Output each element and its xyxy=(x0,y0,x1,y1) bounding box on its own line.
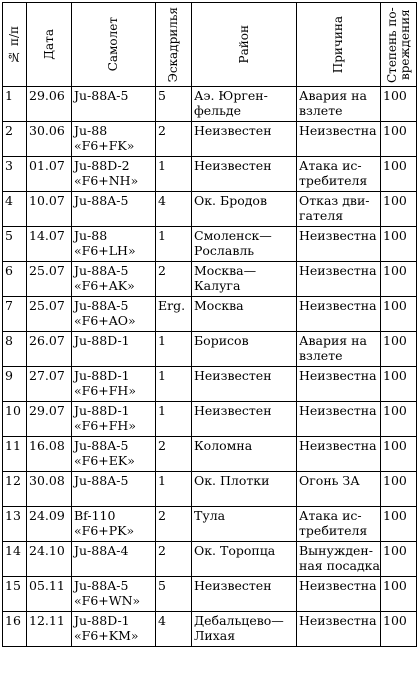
cell-damage: 100 xyxy=(381,612,417,647)
cell-area-line: Неизвестен xyxy=(194,123,272,138)
table-row xyxy=(3,332,417,367)
cell-plane xyxy=(72,507,156,542)
header-cause: Причина xyxy=(297,3,381,87)
header-row xyxy=(3,3,417,87)
cell-cause-line: Авария на xyxy=(299,88,367,103)
cell-cause-line: Неизвестна xyxy=(299,578,377,593)
cell-plane xyxy=(72,367,156,402)
cell-area xyxy=(192,122,297,157)
cell-plane-line: «F6+FH» xyxy=(74,383,136,398)
header-damage-line2: вреждения xyxy=(397,9,412,80)
header-damage-line1: Степень по- xyxy=(384,6,399,83)
cell-damage: 100 xyxy=(381,542,417,577)
cell-date: 01.07 xyxy=(27,157,72,192)
cell-plane xyxy=(72,472,156,507)
cell-squadron: Erg. xyxy=(156,297,192,332)
cell-num: 14 xyxy=(3,542,27,577)
table-row xyxy=(3,542,417,577)
cell-date: 05.11 xyxy=(27,577,72,612)
cell-plane-line: Ju-88A-5 xyxy=(74,193,129,208)
cell-area xyxy=(192,332,297,367)
cell-cause xyxy=(297,402,381,437)
cell-plane-line: Ju-88A-5 xyxy=(74,263,129,278)
cell-cause xyxy=(297,367,381,402)
cell-cause xyxy=(297,227,381,262)
cell-area-line: Аэ. Юрген- xyxy=(194,88,268,103)
cell-cause-line: ная посадка xyxy=(299,558,380,573)
cell-cause xyxy=(297,507,381,542)
header-damage xyxy=(381,3,417,87)
cell-plane xyxy=(72,157,156,192)
cell-area xyxy=(192,262,297,297)
cell-damage: 100 xyxy=(381,122,417,157)
cell-area-line: Неизвестен xyxy=(194,403,272,418)
cell-cause xyxy=(297,122,381,157)
table-row xyxy=(3,297,417,332)
cell-area xyxy=(192,612,297,647)
cell-area-line: Дебальцево— xyxy=(194,613,284,628)
cell-damage: 100 xyxy=(381,402,417,437)
table-row xyxy=(3,157,417,192)
cell-date: 16.08 xyxy=(27,437,72,472)
cell-area-line: фельде xyxy=(194,103,242,118)
cell-plane-line: «F6+FH» xyxy=(74,418,136,433)
cell-num: 2 xyxy=(3,122,27,157)
cell-plane-line: «F6+WN» xyxy=(74,593,141,608)
cell-cause-line: Неизвестна xyxy=(299,123,377,138)
header-plane: Самолет xyxy=(72,3,156,87)
cell-damage: 100 xyxy=(381,262,417,297)
cell-squadron: 1 xyxy=(156,332,192,367)
cell-plane xyxy=(72,542,156,577)
table-row xyxy=(3,507,417,542)
cell-plane xyxy=(72,227,156,262)
cell-area xyxy=(192,542,297,577)
cell-plane-line: «F6+PK» xyxy=(74,523,135,538)
cell-plane xyxy=(72,612,156,647)
cell-area xyxy=(192,367,297,402)
cell-squadron: 1 xyxy=(156,402,192,437)
cell-area-line: Ок. Плотки xyxy=(194,473,270,488)
cell-cause-line: Атака ис- xyxy=(299,508,362,523)
cell-num: 8 xyxy=(3,332,27,367)
cell-area xyxy=(192,87,297,122)
cell-date: 30.08 xyxy=(27,472,72,507)
table-row xyxy=(3,472,417,507)
cell-date: 10.07 xyxy=(27,192,72,227)
cell-area-line: Лихая xyxy=(194,628,236,643)
cell-cause-line: взлете xyxy=(299,103,343,118)
cell-cause xyxy=(297,472,381,507)
table-row xyxy=(3,227,417,262)
cell-date: 29.06 xyxy=(27,87,72,122)
cell-damage: 100 xyxy=(381,577,417,612)
cell-cause-line: Неизвестна xyxy=(299,368,377,383)
header-num: № п/п xyxy=(3,3,27,87)
cell-plane-line: Ju-88D-1 xyxy=(74,333,130,348)
cell-plane-line: Ju-88A-5 xyxy=(74,473,129,488)
cell-plane xyxy=(72,87,156,122)
cell-date: 24.10 xyxy=(27,542,72,577)
cell-squadron: 1 xyxy=(156,157,192,192)
cell-plane-line: «F6+NH» xyxy=(74,173,139,188)
cell-plane-line: Ju-88A-4 xyxy=(74,543,129,558)
cell-num: 10 xyxy=(3,402,27,437)
cell-squadron: 5 xyxy=(156,87,192,122)
cell-cause-line: взлете xyxy=(299,348,343,363)
cell-squadron: 5 xyxy=(156,577,192,612)
cell-cause xyxy=(297,612,381,647)
cell-squadron: 2 xyxy=(156,122,192,157)
cell-plane xyxy=(72,577,156,612)
cell-area-line: Коломна xyxy=(194,438,253,453)
cell-date: 30.06 xyxy=(27,122,72,157)
cell-date: 27.07 xyxy=(27,367,72,402)
cell-plane-line: «F6+AO» xyxy=(74,313,136,328)
cell-date: 29.07 xyxy=(27,402,72,437)
cell-area xyxy=(192,297,297,332)
cell-damage: 100 xyxy=(381,507,417,542)
cell-plane-line: «F6+LH» xyxy=(74,243,136,258)
cell-cause-line: требителя xyxy=(299,523,368,538)
cell-cause-line: Неизвестна xyxy=(299,438,377,453)
cell-plane xyxy=(72,297,156,332)
cell-cause-line: Неизвестна xyxy=(299,613,377,628)
cell-plane-line: Ju-88D-1 xyxy=(74,368,130,383)
cell-plane-line: Ju-88A-5 xyxy=(74,578,129,593)
cell-squadron: 2 xyxy=(156,542,192,577)
cell-date: 14.07 xyxy=(27,227,72,262)
cell-plane-line: Ju-88 xyxy=(74,228,108,243)
header-squadron: Эскадрилья xyxy=(156,3,192,87)
cell-cause-line: Вынужден- xyxy=(299,543,373,558)
cell-num: 1 xyxy=(3,87,27,122)
cell-cause xyxy=(297,192,381,227)
cell-cause xyxy=(297,332,381,367)
cell-area-line: Борисов xyxy=(194,333,249,348)
cell-damage: 100 xyxy=(381,437,417,472)
cell-cause xyxy=(297,157,381,192)
cell-damage: 100 xyxy=(381,227,417,262)
table-row xyxy=(3,612,417,647)
cell-area-line: Неизвестен xyxy=(194,578,272,593)
cell-num: 15 xyxy=(3,577,27,612)
cell-num: 4 xyxy=(3,192,27,227)
table-body xyxy=(3,87,417,647)
cell-squadron: 2 xyxy=(156,437,192,472)
cell-area-line: Москва xyxy=(194,298,244,313)
cell-cause-line: Отказ дви- xyxy=(299,193,370,208)
cell-date: 25.07 xyxy=(27,297,72,332)
cell-date: 25.07 xyxy=(27,262,72,297)
cell-damage: 100 xyxy=(381,332,417,367)
cell-num: 13 xyxy=(3,507,27,542)
cell-damage: 100 xyxy=(381,367,417,402)
cell-area-line: Москва— xyxy=(194,263,257,278)
cell-plane-line: «F6+AK» xyxy=(74,278,135,293)
cell-cause xyxy=(297,297,381,332)
cell-cause-line: Атака ис- xyxy=(299,158,362,173)
cell-area-line: Смоленск— xyxy=(194,228,272,243)
table-row xyxy=(3,437,417,472)
cell-area xyxy=(192,577,297,612)
cell-cause-line: Авария на xyxy=(299,333,367,348)
cell-num: 12 xyxy=(3,472,27,507)
cell-squadron: 1 xyxy=(156,367,192,402)
table-row xyxy=(3,192,417,227)
cell-squadron: 2 xyxy=(156,507,192,542)
cell-date: 26.07 xyxy=(27,332,72,367)
cell-squadron: 4 xyxy=(156,612,192,647)
cell-num: 3 xyxy=(3,157,27,192)
cell-area xyxy=(192,402,297,437)
cell-cause-line: Неизвестна xyxy=(299,228,377,243)
cell-cause-line: требителя xyxy=(299,173,368,188)
cell-plane-line: Ju-88A-5 xyxy=(74,438,129,453)
cell-plane-line: «F6+EK» xyxy=(74,453,135,468)
cell-area-line: Ок. Торопца xyxy=(194,543,276,558)
cell-plane-line: Ju-88D-2 xyxy=(74,158,130,173)
cell-squadron: 1 xyxy=(156,472,192,507)
cell-plane-line: Ju-88A-5 xyxy=(74,88,129,103)
cell-cause xyxy=(297,577,381,612)
cell-area-line: Неизвестен xyxy=(194,368,272,383)
cell-area xyxy=(192,437,297,472)
cell-area-line: Неизвестен xyxy=(194,158,272,173)
cell-cause-line: Огонь ЗА xyxy=(299,473,360,488)
cell-damage: 100 xyxy=(381,297,417,332)
cell-damage: 100 xyxy=(381,192,417,227)
cell-squadron: 1 xyxy=(156,227,192,262)
cell-cause xyxy=(297,87,381,122)
cell-area xyxy=(192,157,297,192)
cell-plane-line: Ju-88D-1 xyxy=(74,613,130,628)
cell-area xyxy=(192,227,297,262)
cell-plane-line: Ju-88D-1 xyxy=(74,403,130,418)
cell-date: 12.11 xyxy=(27,612,72,647)
cell-cause-line: Неизвестна xyxy=(299,263,377,278)
table-row xyxy=(3,122,417,157)
cell-area-line: Ок. Бродов xyxy=(194,193,267,208)
cell-plane-line: «F6+KM» xyxy=(74,628,139,643)
cell-damage: 100 xyxy=(381,157,417,192)
cell-damage: 100 xyxy=(381,472,417,507)
cell-area xyxy=(192,192,297,227)
cell-area xyxy=(192,507,297,542)
cell-cause-line: Неизвестна xyxy=(299,298,377,313)
cell-plane xyxy=(72,332,156,367)
cell-num: 11 xyxy=(3,437,27,472)
table-row xyxy=(3,262,417,297)
cell-area-line: Тула xyxy=(194,508,226,523)
cell-area-line: Калуга xyxy=(194,278,241,293)
cell-plane xyxy=(72,122,156,157)
cell-plane-line: «F6+FK» xyxy=(74,138,135,153)
header-area: Район xyxy=(192,3,297,87)
table-row xyxy=(3,577,417,612)
cell-area-line: Рославль xyxy=(194,243,255,258)
cell-num: 7 xyxy=(3,297,27,332)
cell-num: 16 xyxy=(3,612,27,647)
cell-cause-line: Неизвестна xyxy=(299,403,377,418)
cell-damage: 100 xyxy=(381,87,417,122)
cell-plane-line: Ju-88A-5 xyxy=(74,298,129,313)
cell-cause xyxy=(297,542,381,577)
cell-num: 9 xyxy=(3,367,27,402)
cell-date: 24.09 xyxy=(27,507,72,542)
cell-plane xyxy=(72,437,156,472)
cell-plane xyxy=(72,192,156,227)
cell-squadron: 4 xyxy=(156,192,192,227)
cell-plane-line: Ju-88 xyxy=(74,123,108,138)
header-date: Дата xyxy=(27,3,72,87)
cell-cause xyxy=(297,262,381,297)
cell-num: 6 xyxy=(3,262,27,297)
table-row xyxy=(3,402,417,437)
losses-table xyxy=(2,2,417,647)
cell-plane xyxy=(72,402,156,437)
cell-cause-line: гателя xyxy=(299,208,344,223)
table-row xyxy=(3,87,417,122)
cell-cause xyxy=(297,437,381,472)
cell-squadron: 2 xyxy=(156,262,192,297)
cell-area xyxy=(192,472,297,507)
table-row xyxy=(3,367,417,402)
cell-plane xyxy=(72,262,156,297)
cell-plane-line: Bf-110 xyxy=(74,508,116,523)
cell-num: 5 xyxy=(3,227,27,262)
